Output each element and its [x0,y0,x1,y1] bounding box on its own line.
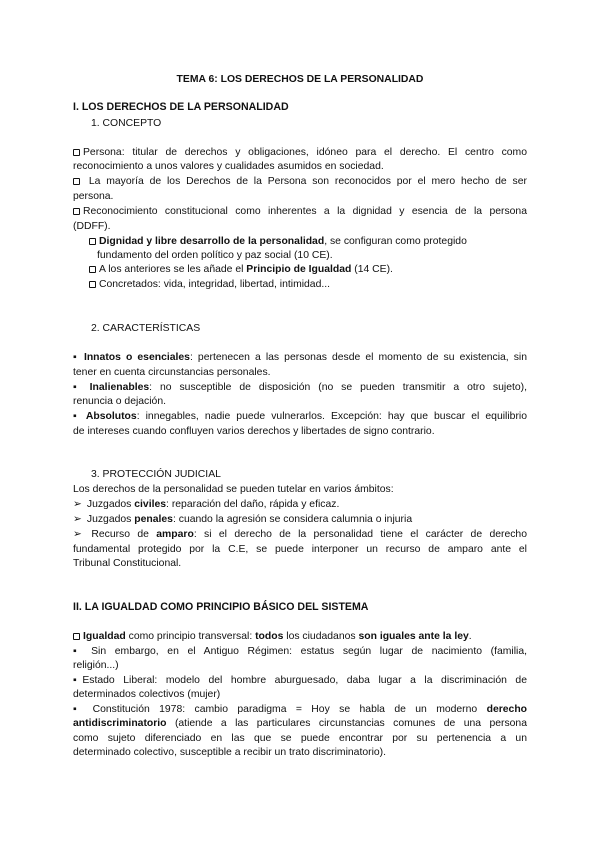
igualdad-constitucion-cont-2: como sujeto diferenciado en las que se puede encontrar por su pertenencia a un [73,733,527,744]
proteccion-amparo-cont-1: fundamental protegido por la C.E, se puede interponer un recurso de amparo ante el [73,544,527,555]
igualdad-principio: Igualdad como principio transversal: todos los ciudadanos son iguales ante la ley. [73,630,527,643]
concepto-paragraph-2-cont: persona. [73,191,114,202]
igualdad-constitucion-cont-1: antidiscriminatorio (atiende a las particulares circunstancias comunes de una persona [73,718,527,729]
bullet-icon: ▪ [73,382,82,393]
concepto-subitem-dignidad-cont: fundamento del orden político y paz social (10 CE). [97,250,333,261]
bullet-icon: ▪ [73,704,84,715]
concepto-paragraph-3: Reconocimiento constitucional como inherentes a la dignidad y esencia de la persona [73,205,527,218]
concepto-subitem-igualdad: A los anteriores se les añade el Principio de Igualdad (14 CE). [89,263,509,276]
checkbox-square-icon [73,178,80,185]
proteccion-intro: Los derechos de la personalidad se pueden tutelar en varios ámbitos: [73,484,394,495]
caracteristica-absolutos-cont: de intereses cuando confluyen varios derechos y libertades de signo contrario. [73,426,435,437]
subsection-proteccion-judicial: 3. PROTECCIÓN JUDICIAL [91,469,221,480]
igualdad-antiguo-regimen: ▪ Sin embargo, en el Antiguo Régimen: estatus según lugar de nacimiento (familia, [73,646,528,657]
concepto-paragraph-1-cont: reconocimiento a unos valores y cualidades asumidos en sociedad. [73,161,384,172]
arrow-icon: ➢ [73,529,82,540]
caracteristica-inalienables: ▪ Inalienables: no susceptible de disposición (no se pueden transmitir a otro sujeto), [73,382,527,393]
bullet-icon: ▪ [73,646,83,657]
concepto-subitem-concretados: Concretados: vida, integridad, libertad, intimidad... [89,278,509,291]
bullet-icon: ▪ [73,411,80,422]
bullet-icon: ▪ [73,675,83,686]
igualdad-constitucion-cont-3: determinado colectivo, susceptible a recibir un trato discriminatorio). [73,747,387,758]
document-title: TEMA 6: LOS DERECHOS DE LA PERSONALIDAD [176,74,424,85]
igualdad-estado-liberal: ▪Estado Liberal: modelo del hombre aburguesado, daba lugar a la discriminación de [73,675,527,686]
checkbox-square-icon [73,633,80,640]
proteccion-amparo-cont-2: Tribunal Constitucional. [73,558,182,569]
igualdad-estado-liberal-cont: determinados colectivos (mujer) [73,689,221,700]
checkbox-square-icon [89,281,96,288]
caracteristica-innatos-cont: tener en cuenta circunstancias personales. [73,367,271,378]
checkbox-square-icon [89,266,96,273]
proteccion-amparo: ➢ Recurso de amparo: si el derecho de la personalidad tiene el carácter de derecho [73,529,527,540]
checkbox-square-icon [73,208,80,215]
subsection-caracteristicas: 2. CARACTERÍSTICAS [91,323,201,334]
checkbox-square-icon [89,238,96,245]
section-2-heading: II. LA IGUALDAD COMO PRINCIPIO BÁSICO DEL SISTEMA [73,601,369,613]
igualdad-antiguo-regimen-cont: religión...) [73,660,119,671]
proteccion-penales: ➢ Juzgados penales: cuando la agresión se considera calumnia o injuria [73,514,413,525]
arrow-icon: ➢ [73,514,82,525]
caracteristica-inalienables-cont: renuncia o dejación. [73,396,167,407]
caracteristica-absolutos: ▪ Absolutos: innegables, nadie puede vulnerarlos. Excepción: hay que buscar el equilibrio [73,411,527,422]
concepto-paragraph-3-cont: (DDFF). [73,221,111,232]
subsection-concepto: 1. CONCEPTO [91,118,162,129]
checkbox-square-icon [73,149,80,156]
section-1-heading: I. LOS DERECHOS DE LA PERSONALIDAD [73,101,289,113]
arrow-icon: ➢ [73,499,82,510]
igualdad-constitucion: ▪ Constitución 1978: cambio paradigma = Hoy se habla de un moderno derecho [73,704,528,715]
concepto-paragraph-2: La mayoría de los Derechos de la Persona son reconocidos por el mero hecho de ser [73,175,527,188]
caracteristica-innatos: ▪ Innatos o esenciales: pertenecen a las personas desde el momento de su existencia, sin [73,352,528,363]
proteccion-civiles: ➢ Juzgados civiles: reparación del daño, rápida y eficaz. [73,499,340,510]
concepto-subitem-dignidad: Dignidad y libre desarrollo de la personalidad, se configuran como protegido [89,235,509,248]
concepto-paragraph-1: Persona: titular de derechos y obligaciones, idóneo para el derecho. El centro como [73,146,527,159]
bullet-icon: ▪ [73,352,79,363]
